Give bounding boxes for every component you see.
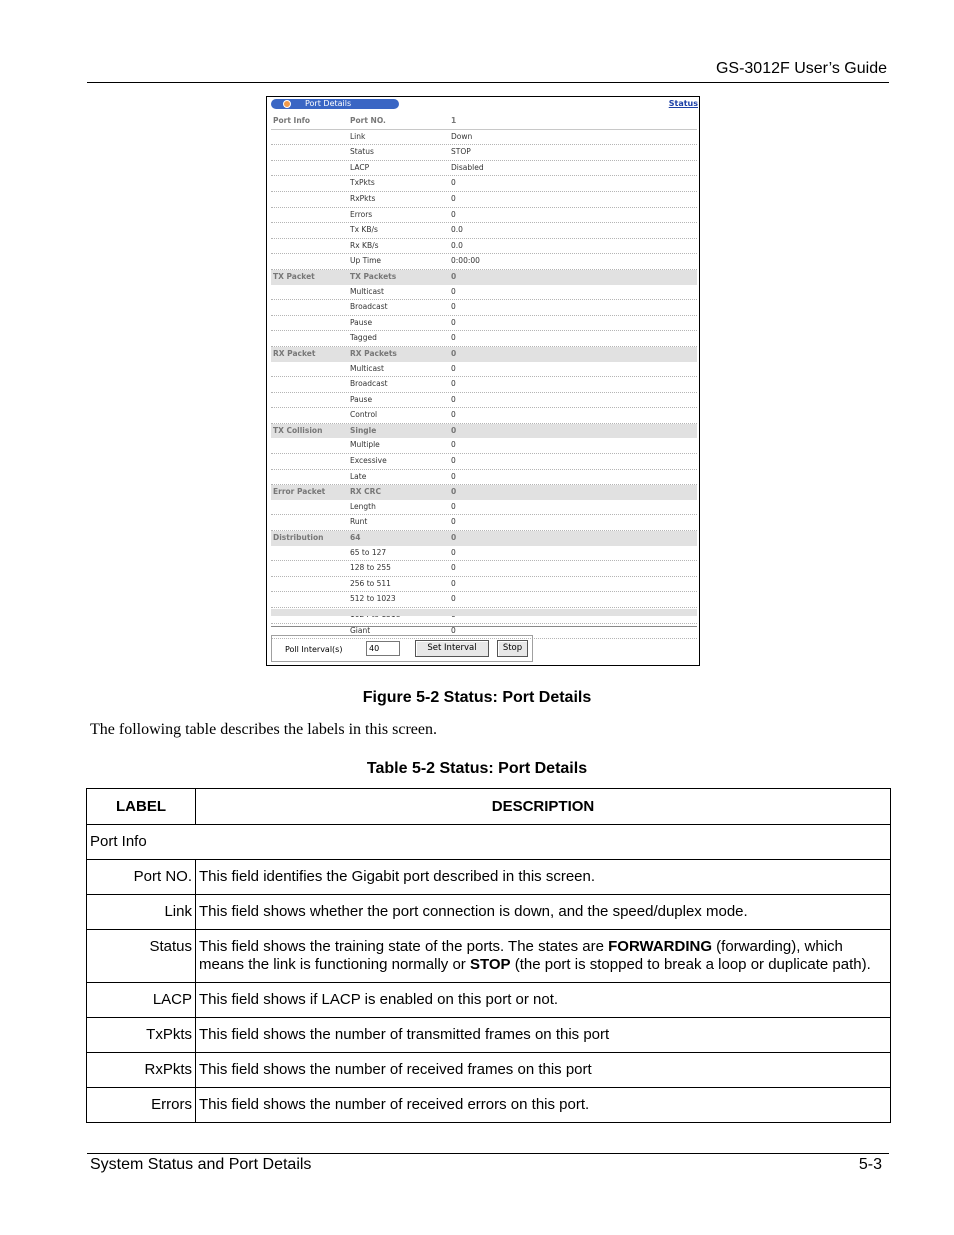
row-value: 0	[451, 517, 456, 527]
port-detail-row	[271, 592, 697, 608]
desc-text: (forwarding), which means the link is functioning normally or	[199, 938, 843, 973]
row-value: 0	[451, 410, 456, 420]
port-detail-row	[271, 270, 697, 285]
poll-interval-box	[271, 635, 533, 662]
row-section: RX Packet	[273, 348, 316, 358]
row-label: Pause	[350, 394, 373, 404]
port-detail-row	[271, 362, 697, 378]
port-details-screenshot	[266, 96, 700, 666]
row-value: 0	[451, 547, 456, 557]
row-label: Link	[350, 131, 366, 141]
port-detail-row	[271, 561, 697, 577]
row-value: 0	[451, 209, 456, 219]
table-row	[87, 860, 891, 895]
port-detail-row	[271, 316, 697, 332]
row-description	[196, 930, 891, 983]
row-label: 64	[350, 533, 361, 543]
desc-bold-stop: STOP	[469, 956, 511, 973]
port-details-table	[271, 114, 697, 639]
running-header: GS-3012F User’s Guide	[715, 60, 887, 77]
desc-text: (the port is stopped to break a loop or duplicate path).	[510, 956, 871, 973]
port-detail-row	[271, 546, 697, 562]
port-detail-row	[271, 223, 697, 239]
port-detail-row	[271, 577, 697, 593]
row-label: Length	[350, 501, 376, 511]
table-row	[87, 1053, 891, 1088]
row-label: Broadcast	[350, 302, 388, 312]
row-description: This field shows if LACP is enabled on this port or not.	[196, 983, 891, 1018]
table-row	[87, 1088, 891, 1123]
footer-rule	[87, 1153, 889, 1154]
port-detail-row	[271, 377, 697, 393]
row-value: Down	[451, 131, 473, 141]
row-value: 0	[451, 271, 457, 281]
row-label: RX Packets	[350, 348, 397, 358]
figure-caption: Figure 5-2 Status: Port Details	[362, 689, 592, 706]
row-value: 0	[451, 501, 456, 511]
row-label: Port NO.	[87, 860, 196, 895]
row-section: Error Packet	[273, 487, 326, 497]
stop-button[interactable]: Stop	[497, 640, 528, 657]
row-label: LACP	[350, 162, 370, 172]
port-detail-row	[271, 393, 697, 409]
row-label: Late	[350, 471, 367, 481]
table-footer-bar	[271, 609, 697, 616]
port-detail-row	[271, 176, 697, 192]
title-bullet-icon	[283, 100, 291, 108]
row-label: TX Packets	[350, 271, 397, 281]
row-section: Port Info	[273, 116, 311, 125]
row-value: 0	[451, 425, 457, 435]
section-row-port-info: Port Info	[87, 825, 891, 860]
row-label: Single	[350, 425, 377, 435]
row-section: TX Collision	[273, 425, 323, 435]
row-label: Errors	[87, 1088, 196, 1123]
row-label: Rx KB/s	[350, 240, 379, 250]
port-detail-row	[271, 208, 697, 224]
row-label: Multicast	[350, 363, 384, 373]
divider	[271, 626, 697, 627]
row-description: This field shows the number of received errors on this port.	[196, 1088, 891, 1123]
port-detail-row	[271, 424, 697, 439]
row-description: This field shows the number of transmitted frames on this port	[196, 1018, 891, 1053]
table-row	[87, 1018, 891, 1053]
table-row	[87, 895, 891, 930]
row-label: RxPkts	[87, 1053, 196, 1088]
port-detail-row	[271, 531, 697, 546]
row-label: 512 to 1023	[350, 594, 396, 604]
port-detail-row	[271, 254, 697, 270]
row-label: Multicast	[350, 286, 384, 296]
row-label: Broadcast	[350, 379, 388, 389]
port-detail-row	[271, 347, 697, 362]
port-detail-row	[271, 454, 697, 470]
row-value: 0	[451, 625, 456, 635]
row-value: 0	[451, 440, 456, 450]
footer-section-title: System Status and Port Details	[90, 1156, 312, 1173]
description-table	[86, 788, 891, 1123]
row-label: TxPkts	[350, 178, 375, 188]
row-description: This field identifies the Gigabit port described in this screen.	[196, 860, 891, 895]
row-label: Link	[87, 895, 196, 930]
port-detail-row	[271, 145, 697, 161]
row-label: Tx KB/s	[350, 225, 378, 235]
row-value: 0	[451, 456, 456, 466]
port-detail-row	[271, 192, 697, 208]
row-label: 65 to 127	[350, 547, 387, 557]
row-value: 0	[451, 563, 456, 573]
row-label: 256 to 511	[350, 578, 391, 588]
table-row	[87, 930, 891, 983]
row-description: This field shows the number of received frames on this port	[196, 1053, 891, 1088]
port-detail-row	[271, 161, 697, 177]
screen-title: Port Details	[305, 99, 352, 108]
row-value: 0	[451, 394, 456, 404]
row-label: Port NO.	[350, 116, 386, 125]
row-label: 128 to 255	[350, 563, 391, 573]
row-value: 1	[451, 116, 457, 125]
row-value: 0	[451, 594, 456, 604]
col-header-description: DESCRIPTION	[196, 789, 891, 825]
row-label: Tagged	[350, 333, 377, 343]
row-label: RX CRC	[350, 487, 381, 497]
row-value: 0	[451, 193, 456, 203]
desc-text: This field shows the training state of the ports. The states are	[199, 938, 609, 955]
row-section: TX Packet	[273, 271, 315, 281]
row-value: 0	[451, 178, 456, 188]
port-detail-row	[271, 285, 697, 301]
poll-interval-input[interactable]: 40	[366, 641, 400, 656]
row-label: Pause	[350, 317, 373, 327]
row-label: Control	[350, 410, 378, 420]
row-label: Status	[350, 147, 374, 157]
row-label: LACP	[87, 983, 196, 1018]
port-detail-row	[271, 130, 697, 146]
row-value: 0	[451, 363, 456, 373]
row-value: 0	[451, 317, 456, 327]
port-detail-row	[271, 300, 697, 316]
row-label: Runt	[350, 517, 368, 527]
row-value: STOP	[451, 147, 471, 157]
intro-text: The following table describes the labels in this screen.	[90, 721, 438, 738]
row-label: RxPkts	[350, 193, 376, 203]
port-detail-row	[271, 470, 697, 486]
port-detail-row	[271, 438, 697, 454]
port-detail-row	[271, 515, 697, 531]
table-row	[87, 983, 891, 1018]
poll-interval-label: Poll Interval(s)	[285, 645, 343, 654]
page-number: 5-3	[858, 1156, 882, 1173]
row-label: TxPkts	[87, 1018, 196, 1053]
col-header-label: LABEL	[87, 789, 196, 825]
row-value: 0	[451, 302, 456, 312]
status-link[interactable]: Status	[668, 99, 698, 108]
row-value: 0	[451, 333, 456, 343]
row-label: Excessive	[350, 456, 387, 466]
row-value: Disabled	[451, 162, 484, 172]
port-detail-row	[271, 331, 697, 347]
row-value: 0	[451, 286, 456, 296]
row-label: Giant	[350, 625, 371, 635]
row-value: 0	[451, 379, 456, 389]
row-section: Distribution	[273, 533, 324, 543]
header-rule	[87, 82, 889, 83]
row-value: 0:00:00	[451, 256, 480, 266]
row-value: 0.0	[451, 225, 463, 235]
port-detail-row	[271, 485, 697, 500]
row-label: Up Time	[350, 256, 381, 266]
port-detail-row	[271, 239, 697, 255]
row-label: Multiple	[350, 440, 380, 450]
screen-title-pill	[271, 99, 399, 109]
row-value: 0.0	[451, 240, 463, 250]
row-value: 0	[451, 348, 457, 358]
row-value: 0	[451, 487, 457, 497]
set-interval-button[interactable]: Set Interval	[415, 640, 489, 657]
row-value: 0	[451, 578, 456, 588]
port-detail-row	[271, 408, 697, 424]
row-value: 0	[451, 471, 456, 481]
row-label: Status	[87, 930, 196, 983]
port-detail-row	[271, 114, 697, 130]
row-description: This field shows whether the port connection is down, and the speed/duplex mode.	[196, 895, 891, 930]
table-caption: Table 5-2 Status: Port Details	[366, 760, 588, 777]
desc-bold-forwarding: FORWARDING	[608, 938, 712, 955]
row-value: 0	[451, 533, 457, 543]
row-label: Errors	[350, 209, 373, 219]
port-detail-row	[271, 500, 697, 516]
